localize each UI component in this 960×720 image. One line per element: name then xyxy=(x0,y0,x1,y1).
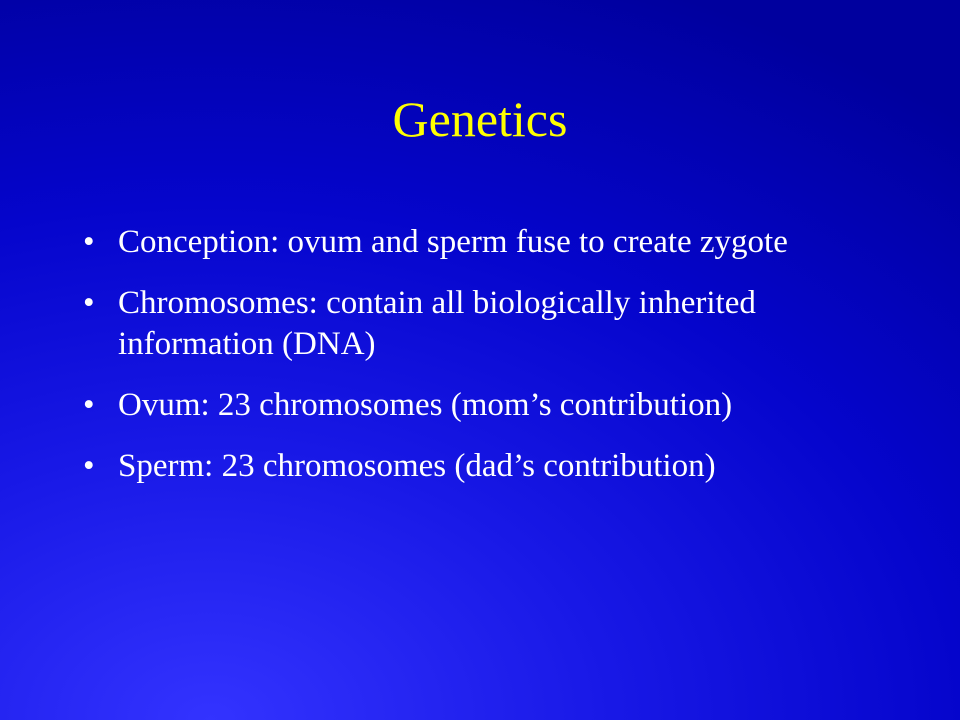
bullet-icon: • xyxy=(83,224,95,260)
bullet-item-conception xyxy=(83,222,913,263)
bullet-list xyxy=(83,222,913,507)
bullet-icon: • xyxy=(83,387,95,423)
bullet-item-sperm xyxy=(83,446,913,487)
bullet-item-ovum xyxy=(83,385,913,426)
slide-title: Genetics xyxy=(392,91,568,147)
bullet-icon: • xyxy=(83,285,95,321)
bullet-text: Chromosomes: contain all biologically inherited information (DNA) xyxy=(118,285,756,362)
bullet-text: Ovum: 23 chromosomes (mom’s contribution) xyxy=(118,387,733,423)
bullet-item-chromosomes xyxy=(83,283,913,365)
bullet-text: Conception: ovum and sperm fuse to create zygote xyxy=(118,224,788,260)
bullet-icon: • xyxy=(83,448,95,484)
bullet-text: Sperm: 23 chromosomes (dad’s contribution) xyxy=(118,448,716,484)
